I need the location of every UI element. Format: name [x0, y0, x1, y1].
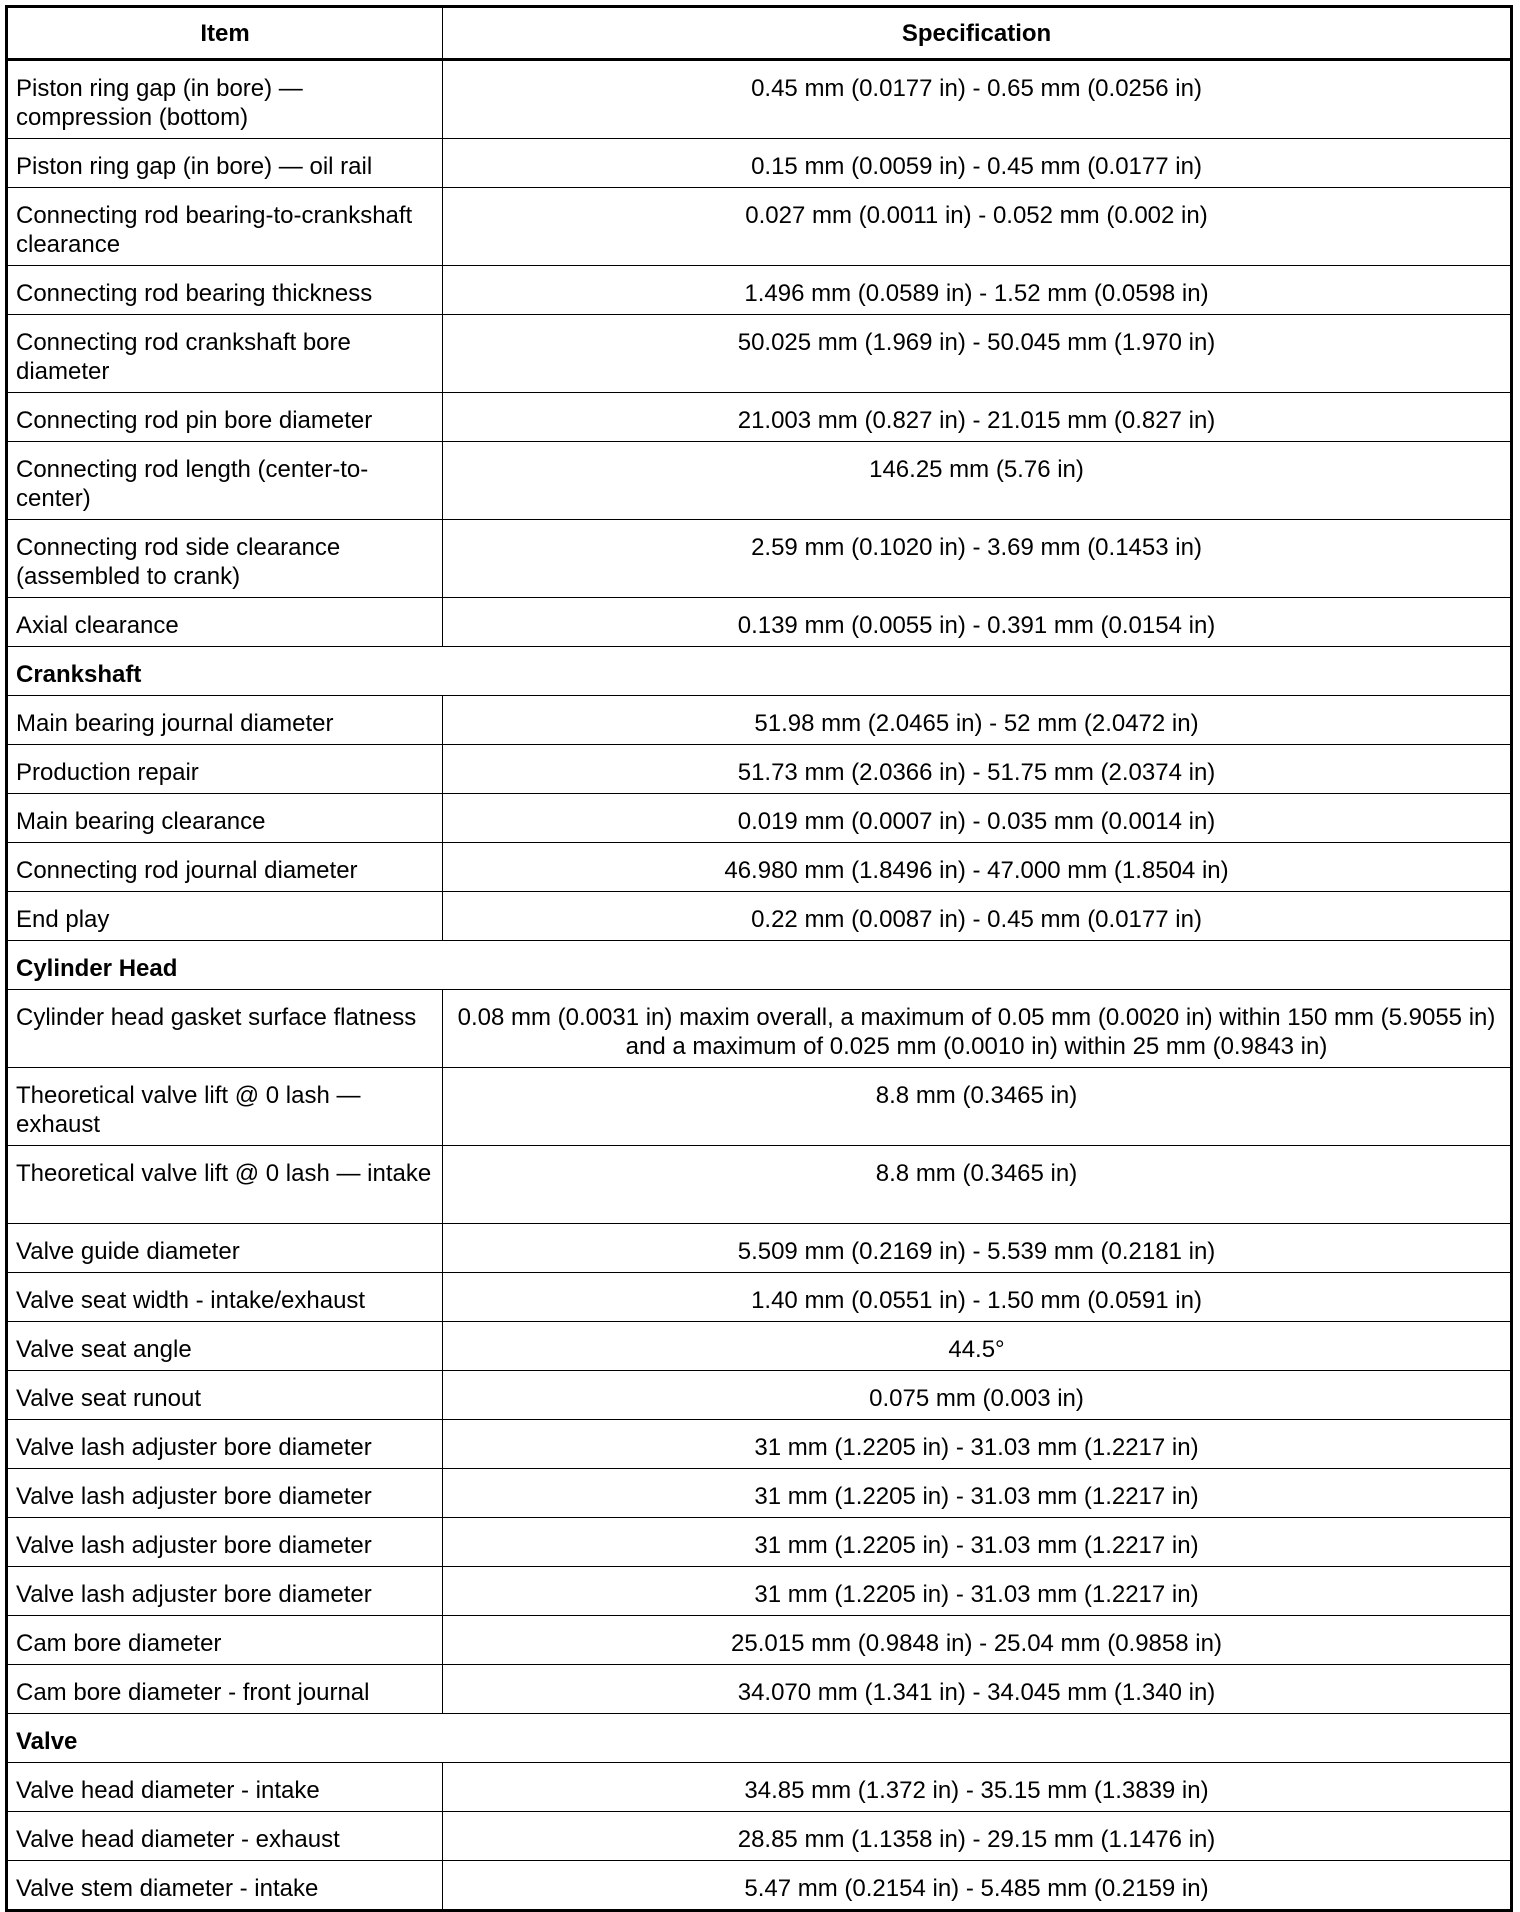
section-row	[7, 1714, 1512, 1763]
table-row	[7, 1665, 1512, 1714]
item-cell: Connecting rod bearing thickness	[7, 266, 443, 315]
header-row	[7, 7, 1512, 60]
spec-cell: 0.019 mm (0.0007 in) - 0.035 mm (0.0014 in)	[443, 794, 1512, 843]
spec-cell: 25.015 mm (0.9848 in) - 25.04 mm (0.9858 in)	[443, 1616, 1512, 1665]
item-cell: Valve head diameter - exhaust	[7, 1812, 443, 1861]
item-cell: Valve head diameter - intake	[7, 1763, 443, 1812]
table-row	[7, 990, 1512, 1068]
table-row	[7, 1273, 1512, 1322]
table-row	[7, 1616, 1512, 1665]
section-row	[7, 941, 1512, 990]
table-row	[7, 315, 1512, 393]
item-cell: Valve guide diameter	[7, 1224, 443, 1273]
table-row	[7, 1567, 1512, 1616]
item-cell: Main bearing clearance	[7, 794, 443, 843]
spec-cell: 50.025 mm (1.969 in) - 50.045 mm (1.970 in)	[443, 315, 1512, 393]
spec-cell: 0.15 mm (0.0059 in) - 0.45 mm (0.0177 in)	[443, 139, 1512, 188]
table-row	[7, 266, 1512, 315]
table-row	[7, 696, 1512, 745]
table-row	[7, 1763, 1512, 1812]
section-heading: Valve	[7, 1714, 1512, 1763]
table-row	[7, 139, 1512, 188]
spec-cell: 34.85 mm (1.372 in) - 35.15 mm (1.3839 in)	[443, 1763, 1512, 1812]
item-cell: Piston ring gap (in bore) — compression (bottom)	[7, 60, 443, 139]
spec-cell: 5.47 mm (0.2154 in) - 5.485 mm (0.2159 in)	[443, 1861, 1512, 1911]
item-cell: End play	[7, 892, 443, 941]
item-cell: Cylinder head gasket surface flatness	[7, 990, 443, 1068]
spec-cell: 51.73 mm (2.0366 in) - 51.75 mm (2.0374 in)	[443, 745, 1512, 794]
item-cell: Theoretical valve lift @ 0 lash — exhaust	[7, 1068, 443, 1146]
table-row	[7, 1518, 1512, 1567]
item-column-header: Item	[7, 7, 443, 60]
spec-cell: 8.8 mm (0.3465 in)	[443, 1146, 1512, 1224]
spec-cell: 0.22 mm (0.0087 in) - 0.45 mm (0.0177 in)	[443, 892, 1512, 941]
spec-cell: 51.98 mm (2.0465 in) - 52 mm (2.0472 in)	[443, 696, 1512, 745]
item-cell: Main bearing journal diameter	[7, 696, 443, 745]
spec-cell: 31 mm (1.2205 in) - 31.03 mm (1.2217 in)	[443, 1420, 1512, 1469]
table-row	[7, 1469, 1512, 1518]
spec-cell: 1.496 mm (0.0589 in) - 1.52 mm (0.0598 in)	[443, 266, 1512, 315]
section-heading: Cylinder Head	[7, 941, 1512, 990]
item-cell: Cam bore diameter - front journal	[7, 1665, 443, 1714]
spec-cell: 31 mm (1.2205 in) - 31.03 mm (1.2217 in)	[443, 1518, 1512, 1567]
section-row	[7, 647, 1512, 696]
spec-cell: 8.8 mm (0.3465 in)	[443, 1068, 1512, 1146]
spec-cell: 31 mm (1.2205 in) - 31.03 mm (1.2217 in)	[443, 1469, 1512, 1518]
table-row	[7, 745, 1512, 794]
item-cell: Valve lash adjuster bore diameter	[7, 1567, 443, 1616]
item-cell: Connecting rod pin bore diameter	[7, 393, 443, 442]
spec-cell: 46.980 mm (1.8496 in) - 47.000 mm (1.8504 in)	[443, 843, 1512, 892]
item-cell: Connecting rod bearing-to-crankshaft clearance	[7, 188, 443, 266]
spec-cell: 5.509 mm (0.2169 in) - 5.539 mm (0.2181 in)	[443, 1224, 1512, 1273]
item-cell: Piston ring gap (in bore) — oil rail	[7, 139, 443, 188]
table-row	[7, 1861, 1512, 1911]
table-row	[7, 1812, 1512, 1861]
item-cell: Valve lash adjuster bore diameter	[7, 1518, 443, 1567]
table-row	[7, 520, 1512, 598]
spec-cell: 34.070 mm (1.341 in) - 34.045 mm (1.340 in)	[443, 1665, 1512, 1714]
table-row	[7, 1322, 1512, 1371]
item-cell: Valve seat runout	[7, 1371, 443, 1420]
spec-cell: 0.075 mm (0.003 in)	[443, 1371, 1512, 1420]
table-row	[7, 188, 1512, 266]
spec-cell: 28.85 mm (1.1358 in) - 29.15 mm (1.1476 in)	[443, 1812, 1512, 1861]
spec-cell: 44.5°	[443, 1322, 1512, 1371]
table-row	[7, 1224, 1512, 1273]
spec-cell: 1.40 mm (0.0551 in) - 1.50 mm (0.0591 in)	[443, 1273, 1512, 1322]
table-row	[7, 393, 1512, 442]
spec-column-header: Specification	[443, 7, 1512, 60]
item-cell: Production repair	[7, 745, 443, 794]
spec-cell: 0.139 mm (0.0055 in) - 0.391 mm (0.0154 in)	[443, 598, 1512, 647]
item-cell: Valve seat width - intake/exhaust	[7, 1273, 443, 1322]
item-cell: Valve seat angle	[7, 1322, 443, 1371]
item-cell: Theoretical valve lift @ 0 lash — intake	[7, 1146, 443, 1224]
item-cell: Connecting rod journal diameter	[7, 843, 443, 892]
table-row	[7, 843, 1512, 892]
spec-cell: 0.027 mm (0.0011 in) - 0.052 mm (0.002 in)	[443, 188, 1512, 266]
spec-cell: 21.003 mm (0.827 in) - 21.015 mm (0.827 in)	[443, 393, 1512, 442]
section-heading: Crankshaft	[7, 647, 1512, 696]
table-row	[7, 1068, 1512, 1146]
table-row	[7, 442, 1512, 520]
item-cell: Connecting rod crankshaft bore diameter	[7, 315, 443, 393]
item-cell: Axial clearance	[7, 598, 443, 647]
item-cell: Valve lash adjuster bore diameter	[7, 1469, 443, 1518]
table-row	[7, 794, 1512, 843]
specification-table	[5, 5, 1513, 1912]
table-row	[7, 1371, 1512, 1420]
table-row	[7, 1146, 1512, 1224]
item-cell: Connecting rod side clearance (assembled to crank)	[7, 520, 443, 598]
table-row	[7, 1420, 1512, 1469]
spec-cell: 31 mm (1.2205 in) - 31.03 mm (1.2217 in)	[443, 1567, 1512, 1616]
table-body	[7, 60, 1512, 1911]
table-row	[7, 60, 1512, 139]
item-cell: Cam bore diameter	[7, 1616, 443, 1665]
item-cell: Connecting rod length (center-to-center)	[7, 442, 443, 520]
item-cell: Valve stem diameter - intake	[7, 1861, 443, 1911]
spec-cell: 0.08 mm (0.0031 in) maxim overall, a maximum of 0.05 mm (0.0020 in) within 150 mm (5.9055 in) and a maximum of 0.025 mm (0.0010 in) within 25 mm (0.9843 in)	[443, 990, 1512, 1068]
table-row	[7, 892, 1512, 941]
spec-cell: 146.25 mm (5.76 in)	[443, 442, 1512, 520]
spec-cell: 2.59 mm (0.1020 in) - 3.69 mm (0.1453 in)	[443, 520, 1512, 598]
item-cell: Valve lash adjuster bore diameter	[7, 1420, 443, 1469]
spec-cell: 0.45 mm (0.0177 in) - 0.65 mm (0.0256 in)	[443, 60, 1512, 139]
table-row	[7, 598, 1512, 647]
